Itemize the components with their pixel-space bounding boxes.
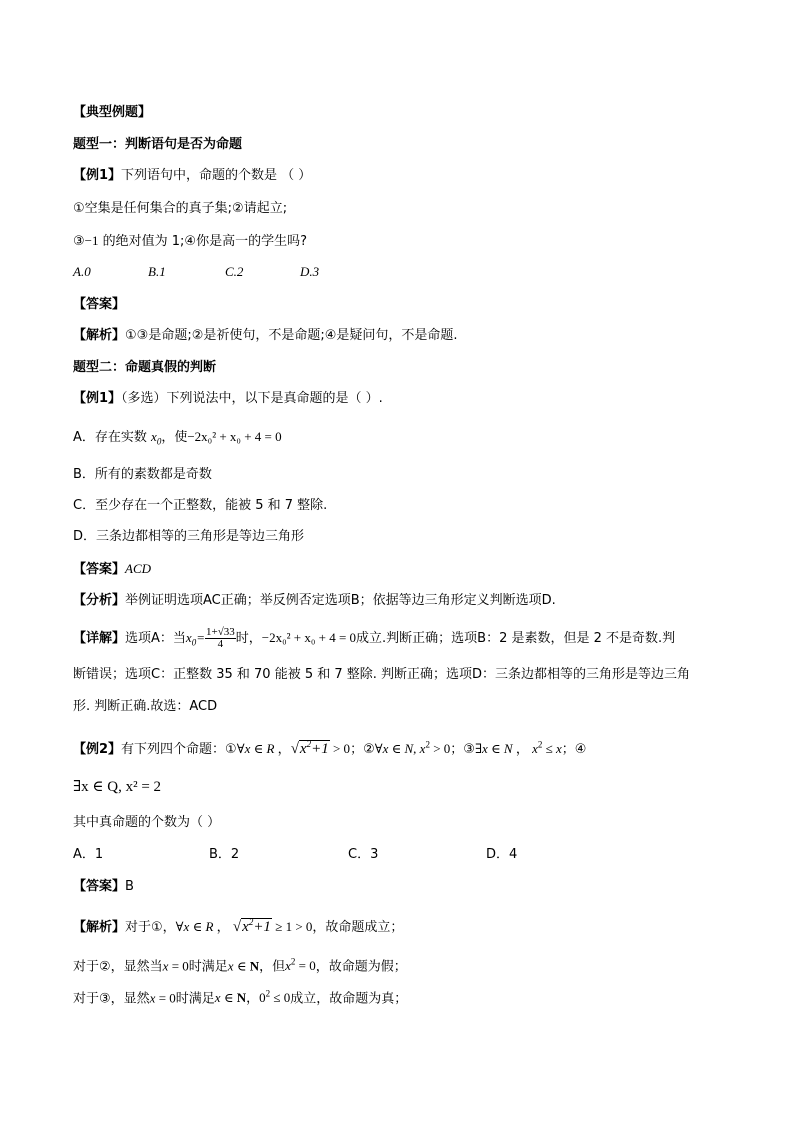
type2-detail-line2: 断错误；选项C：正整数 35 和 70 能被 5 和 7 整除. 判断正确；选项D：三条边都相等的三角形是等边三角 [73,667,691,682]
sqrt-expression: $√x^2+1$ [232,917,271,935]
type2-example2-analysis1: 【解析】对于①，∀x ∈ R ， $√x^2+1 \ge 1 > 0$，故命题成立； [73,917,404,935]
type2-answer: 【答案】ACD [73,561,152,577]
type2-example2-question: 其中真命题的个数为（ ） [73,815,221,830]
type2-example2: 【例2】有下列四个命题：①∀x ∈ R ，$√x^2+1 > 0$；②∀x ∈ N, $x^2 > 0$；③∃x ∈ N ， $x^2 \le x$；④ [73,739,587,757]
type2-option-a: A．存在实数 $x_0$，使−2x₀² + x₀ + 4 = 0 [73,429,282,447]
type2-example1: 【例1】（多选）下列说法中，以下是真命题的是（ ）. [73,391,383,406]
type2-example2-analysis2: 对于②，显然当x = 0时满足x ∈ N，但$x^2 = 0$，故命题为假； [73,957,407,975]
type1-analysis: 【解析】①③是命题;②是祈使句，不是命题;④是疑问句，不是命题. [73,328,458,343]
type2-heading: 题型二：命题真假的判断 [73,360,217,375]
option-d: D.3 [300,264,320,279]
type2-option-b: B．所有的素数都是奇数 [73,467,212,482]
type2-example2-answer: 【答案】B [73,879,134,894]
fraction: $\frac{1+√33}{4}$ [205,626,235,650]
type2-fenxi: 【分析】举例证明选项AC正确；举反例否定选项B；依据等边三角形定义判断选项D. [73,593,556,608]
type2-example2-line2: ∃x ∈ Q, x² = 2 [73,779,162,795]
type1-line1: ①空集是任何集合的真子集;②请起立; [73,201,288,216]
type2-detail-line3: 形. 判断正确.故选：ACD [73,699,218,714]
type2-option-d: D．三条边都相等的三角形是等边三角形 [73,529,305,544]
type2-example2-options [73,846,517,864]
option-a: A．1 [73,847,104,862]
option-b: B．2 [209,847,240,862]
example-question: 下列语句中，命题的个数是 （ ） [121,168,312,183]
option-a: A.0 [73,264,91,279]
sqrt-expression: $√x^2+1$ [290,739,329,757]
math-expression: −2x₀² + x₀ + 4 = 0 [261,630,357,645]
section-title: 【典型例题】 [73,105,152,120]
type1-answer-tag: 【答案】 [73,297,126,312]
type1-line2: ③−1 的绝对值为 1;④你是高一的学生吗? [73,233,307,249]
option-b: B.1 [148,264,166,279]
option-d: D．4 [486,847,518,862]
option-c: C．3 [348,847,379,862]
type2-option-c: C．至少存在一个正整数，能被 5 和 7 整除. [73,498,328,513]
option-c: C.2 [225,264,244,279]
type1-example1 [73,167,311,185]
example-tag: 【例1】 [73,168,122,183]
type2-example2-analysis3: 对于③，显然x = 0时满足x ∈ N，$0^2 \le 0$成立，故命题为真； [73,989,408,1007]
math-expression: −2x₀² + x₀ + 4 = 0 [187,429,282,444]
type1-heading: 题型一：判断语句是否为命题 [73,137,243,152]
type2-detail-line1: 【详解】选项A：当$x_0=$ $\frac{1+√33}{4}$ 时，−2x₀² + x₀ + 4 = 0成立.判断正确；选项B：2 是素数，但是 2 不是奇数.判 [73,626,676,650]
type1-options [73,263,319,281]
